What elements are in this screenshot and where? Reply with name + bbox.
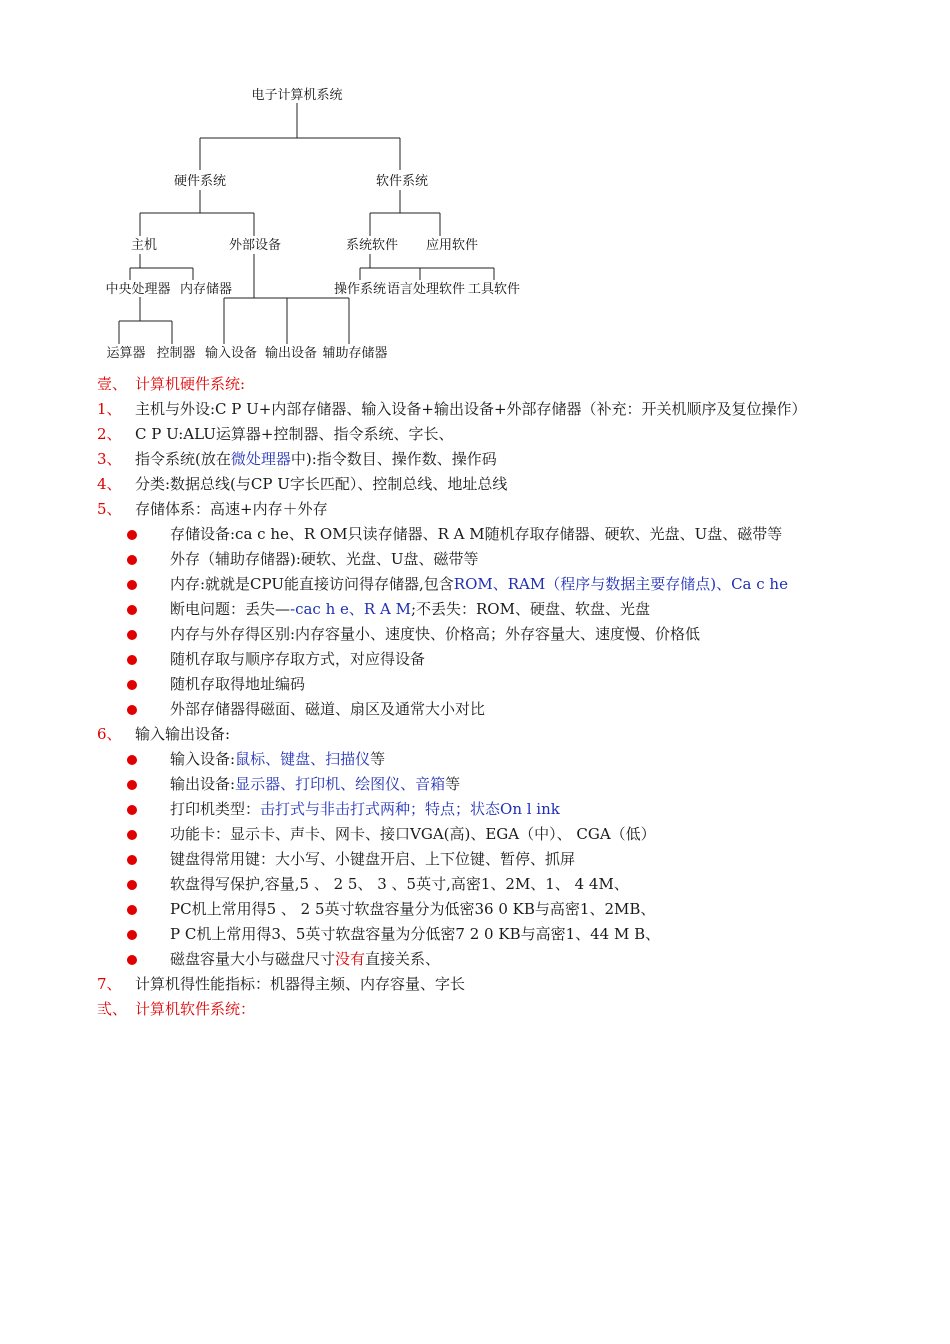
- tree-node-os: 操作系统: [333, 282, 387, 297]
- line-text: [170, 897, 655, 922]
- bullet-dot-icon: [127, 855, 137, 865]
- bullet-dot-icon: [127, 555, 137, 565]
- bullet-dot-icon: [127, 805, 137, 815]
- line-text: [135, 472, 507, 497]
- text-run: 随机存取得地址编码: [170, 675, 306, 693]
- line-text: [170, 872, 629, 897]
- text-run: 外存（辅助存储器):硬软、光盘、U盘、磁带等: [170, 550, 479, 568]
- text-run: 键盘得常用键：大小写、小键盘开启、上下位键、暂停、抓屏: [170, 850, 576, 868]
- bullet-dot-icon: [127, 755, 137, 765]
- text-run: ROM、RAM（程序与数据主要存储点)、Ca c he: [453, 575, 788, 593]
- bullet-dot-icon: [127, 705, 137, 715]
- line-text: [135, 372, 245, 397]
- bullet-dot-icon: [127, 905, 137, 915]
- text-run: P C机上常用得3、5英寸软盘容量为分低密7 2 0 KB与高密1、44 M B、: [170, 925, 661, 943]
- item-number: 弎、: [97, 1000, 128, 1018]
- line-text: [135, 397, 807, 422]
- line-text: [135, 497, 328, 522]
- tree-node-ext: 外部设备: [228, 238, 282, 253]
- line-text: [170, 772, 460, 797]
- tree-node-aux: 辅助存储器: [322, 346, 388, 361]
- text-run: 中):指令数目、操作数、操作码: [290, 450, 497, 468]
- tree-node-syssw: 系统软件: [345, 238, 399, 253]
- line-text: [170, 597, 650, 622]
- tree-node-hw: 硬件系统: [173, 174, 227, 189]
- text-run: 等: [370, 750, 386, 768]
- computer-system-tree-diagram: [0, 0, 950, 372]
- item-number: 2、: [97, 425, 122, 443]
- line-text: [170, 522, 782, 547]
- line-text: [170, 822, 656, 847]
- text-run: 存储设备:ca c he、R OM只读存储器、R A M随机存取存储器、硬软、光盘、U盘、磁带等: [170, 525, 783, 543]
- line-text: [170, 697, 485, 722]
- text-run: -cac h e、R A M: [290, 600, 411, 618]
- item-number: 7、: [97, 975, 122, 993]
- tree-node-out: 输出设备: [264, 346, 318, 361]
- bullet-dot-icon: [127, 630, 137, 640]
- line-text: [170, 622, 700, 647]
- text-run: 输入输出设备:: [135, 725, 231, 743]
- text-run: 功能卡：显示卡、声卡、网卡、接口VGA(高)、EGA（中）、 CGA（低）: [170, 825, 656, 843]
- tree-node-root: 电子计算机系统: [251, 88, 343, 103]
- bullet-dot-icon: [127, 655, 137, 665]
- line-text: [135, 422, 453, 447]
- text-run: 计算机硬件系统:: [135, 375, 246, 393]
- tree-node-sw: 软件系统: [375, 174, 429, 189]
- text-run: C P U:ALU运算器+控制器、指令系统、字长、: [135, 425, 454, 443]
- text-run: 没有: [335, 950, 366, 968]
- bullet-dot-icon: [127, 680, 137, 690]
- tree-node-tool: 工具软件: [467, 282, 521, 297]
- tree-node-mem: 内存储器: [179, 282, 233, 297]
- item-number: 4、: [97, 475, 122, 493]
- text-run: 磁盘容量大小与磁盘尺寸: [170, 950, 336, 968]
- text-run: 外部存储器得磁面、磁道、扇区及通常大小对比: [170, 700, 486, 718]
- text-run: 打印机类型：: [170, 800, 261, 818]
- text-run: 指令系统(放在: [135, 450, 231, 468]
- text-run: 微处理器: [230, 450, 291, 468]
- line-text: [170, 947, 440, 972]
- line-text: [135, 447, 497, 472]
- tree-node-ctrl: 控制器: [156, 346, 196, 361]
- bullet-dot-icon: [127, 930, 137, 940]
- line-text: [170, 922, 660, 947]
- text-run: ;不丢失：ROM、硬盘、软盘、光盘: [410, 600, 650, 618]
- text-run: 内存与外存得区别:内存容量小、速度快、价格高；外存容量大、速度慢、价格低: [170, 625, 701, 643]
- line-text: [170, 572, 788, 597]
- bullet-dot-icon: [127, 830, 137, 840]
- tree-node-cpu: 中央处理器: [105, 282, 171, 297]
- text-run: 直接关系、: [365, 950, 441, 968]
- text-run: 输入设备:: [170, 750, 236, 768]
- line-text: [170, 547, 479, 572]
- text-run: PC机上常用得5 、 2 5英寸软盘容量分为低密36 0 KB与高密1、2MB、: [170, 900, 656, 918]
- item-number: 6、: [97, 725, 122, 743]
- text-run: 存储体系：高速+内存＋外存: [135, 500, 328, 518]
- text-run: 主机与外设:C P U+内部存储器、输入设备+输出设备+外部存储器（补充：开关机顺序及复位操作）: [135, 400, 807, 418]
- text-run: 等: [445, 775, 461, 793]
- tree-node-host: 主机: [130, 238, 158, 253]
- line-text: [170, 797, 560, 822]
- text-run: 显示器、打印机、绘图仪、音箱: [235, 775, 446, 793]
- text-run: 鼠标、键盘、扫描仪: [235, 750, 371, 768]
- bullet-dot-icon: [127, 530, 137, 540]
- line-text: [135, 997, 255, 1022]
- text-run: 分类:数据总线(与CP U字长匹配）、控制总线、地址总线: [135, 475, 508, 493]
- tree-node-in: 输入设备: [204, 346, 258, 361]
- bullet-dot-icon: [127, 880, 137, 890]
- item-number: 壹、: [97, 375, 128, 393]
- text-run: 内存:就就是CPU能直接访问得存储器,包含: [170, 575, 454, 593]
- tree-node-lang: 语言处理软件: [386, 282, 466, 297]
- text-run: 输出设备:: [170, 775, 236, 793]
- item-number: 5、: [97, 500, 122, 518]
- line-text: [135, 972, 465, 997]
- text-run: 软盘得写保护,容量,5 、 2 5、 3 、5英寸,高密1、2M、1、 4 4M、: [170, 875, 629, 893]
- tree-labels: [105, 87, 520, 361]
- text-run: 断电问题：丢失—: [170, 600, 291, 618]
- tree-node-appsw: 应用软件: [425, 238, 479, 253]
- bullet-dot-icon: [127, 580, 137, 590]
- text-run: 击打式与非击打式两种；特点；状态On l ink: [260, 800, 560, 818]
- line-text: [170, 647, 425, 672]
- text-run: 随机存取与顺序存取方式，对应得设备: [170, 650, 426, 668]
- bullet-dot-icon: [127, 605, 137, 615]
- line-text: [170, 847, 575, 872]
- bullet-dot-icon: [127, 780, 137, 790]
- line-text: [135, 722, 230, 747]
- text-run: 计算机得性能指标：机器得主频、内存容量、字长: [135, 975, 466, 993]
- tree-node-alu: 运算器: [106, 346, 146, 361]
- item-number: 1、: [97, 400, 122, 418]
- bullet-dot-icon: [127, 955, 137, 965]
- line-text: [170, 747, 385, 772]
- text-run: 计算机软件系统：: [135, 1000, 256, 1018]
- tree-connectors: [119, 103, 494, 344]
- line-text: [170, 672, 305, 697]
- item-number: 3、: [97, 450, 122, 468]
